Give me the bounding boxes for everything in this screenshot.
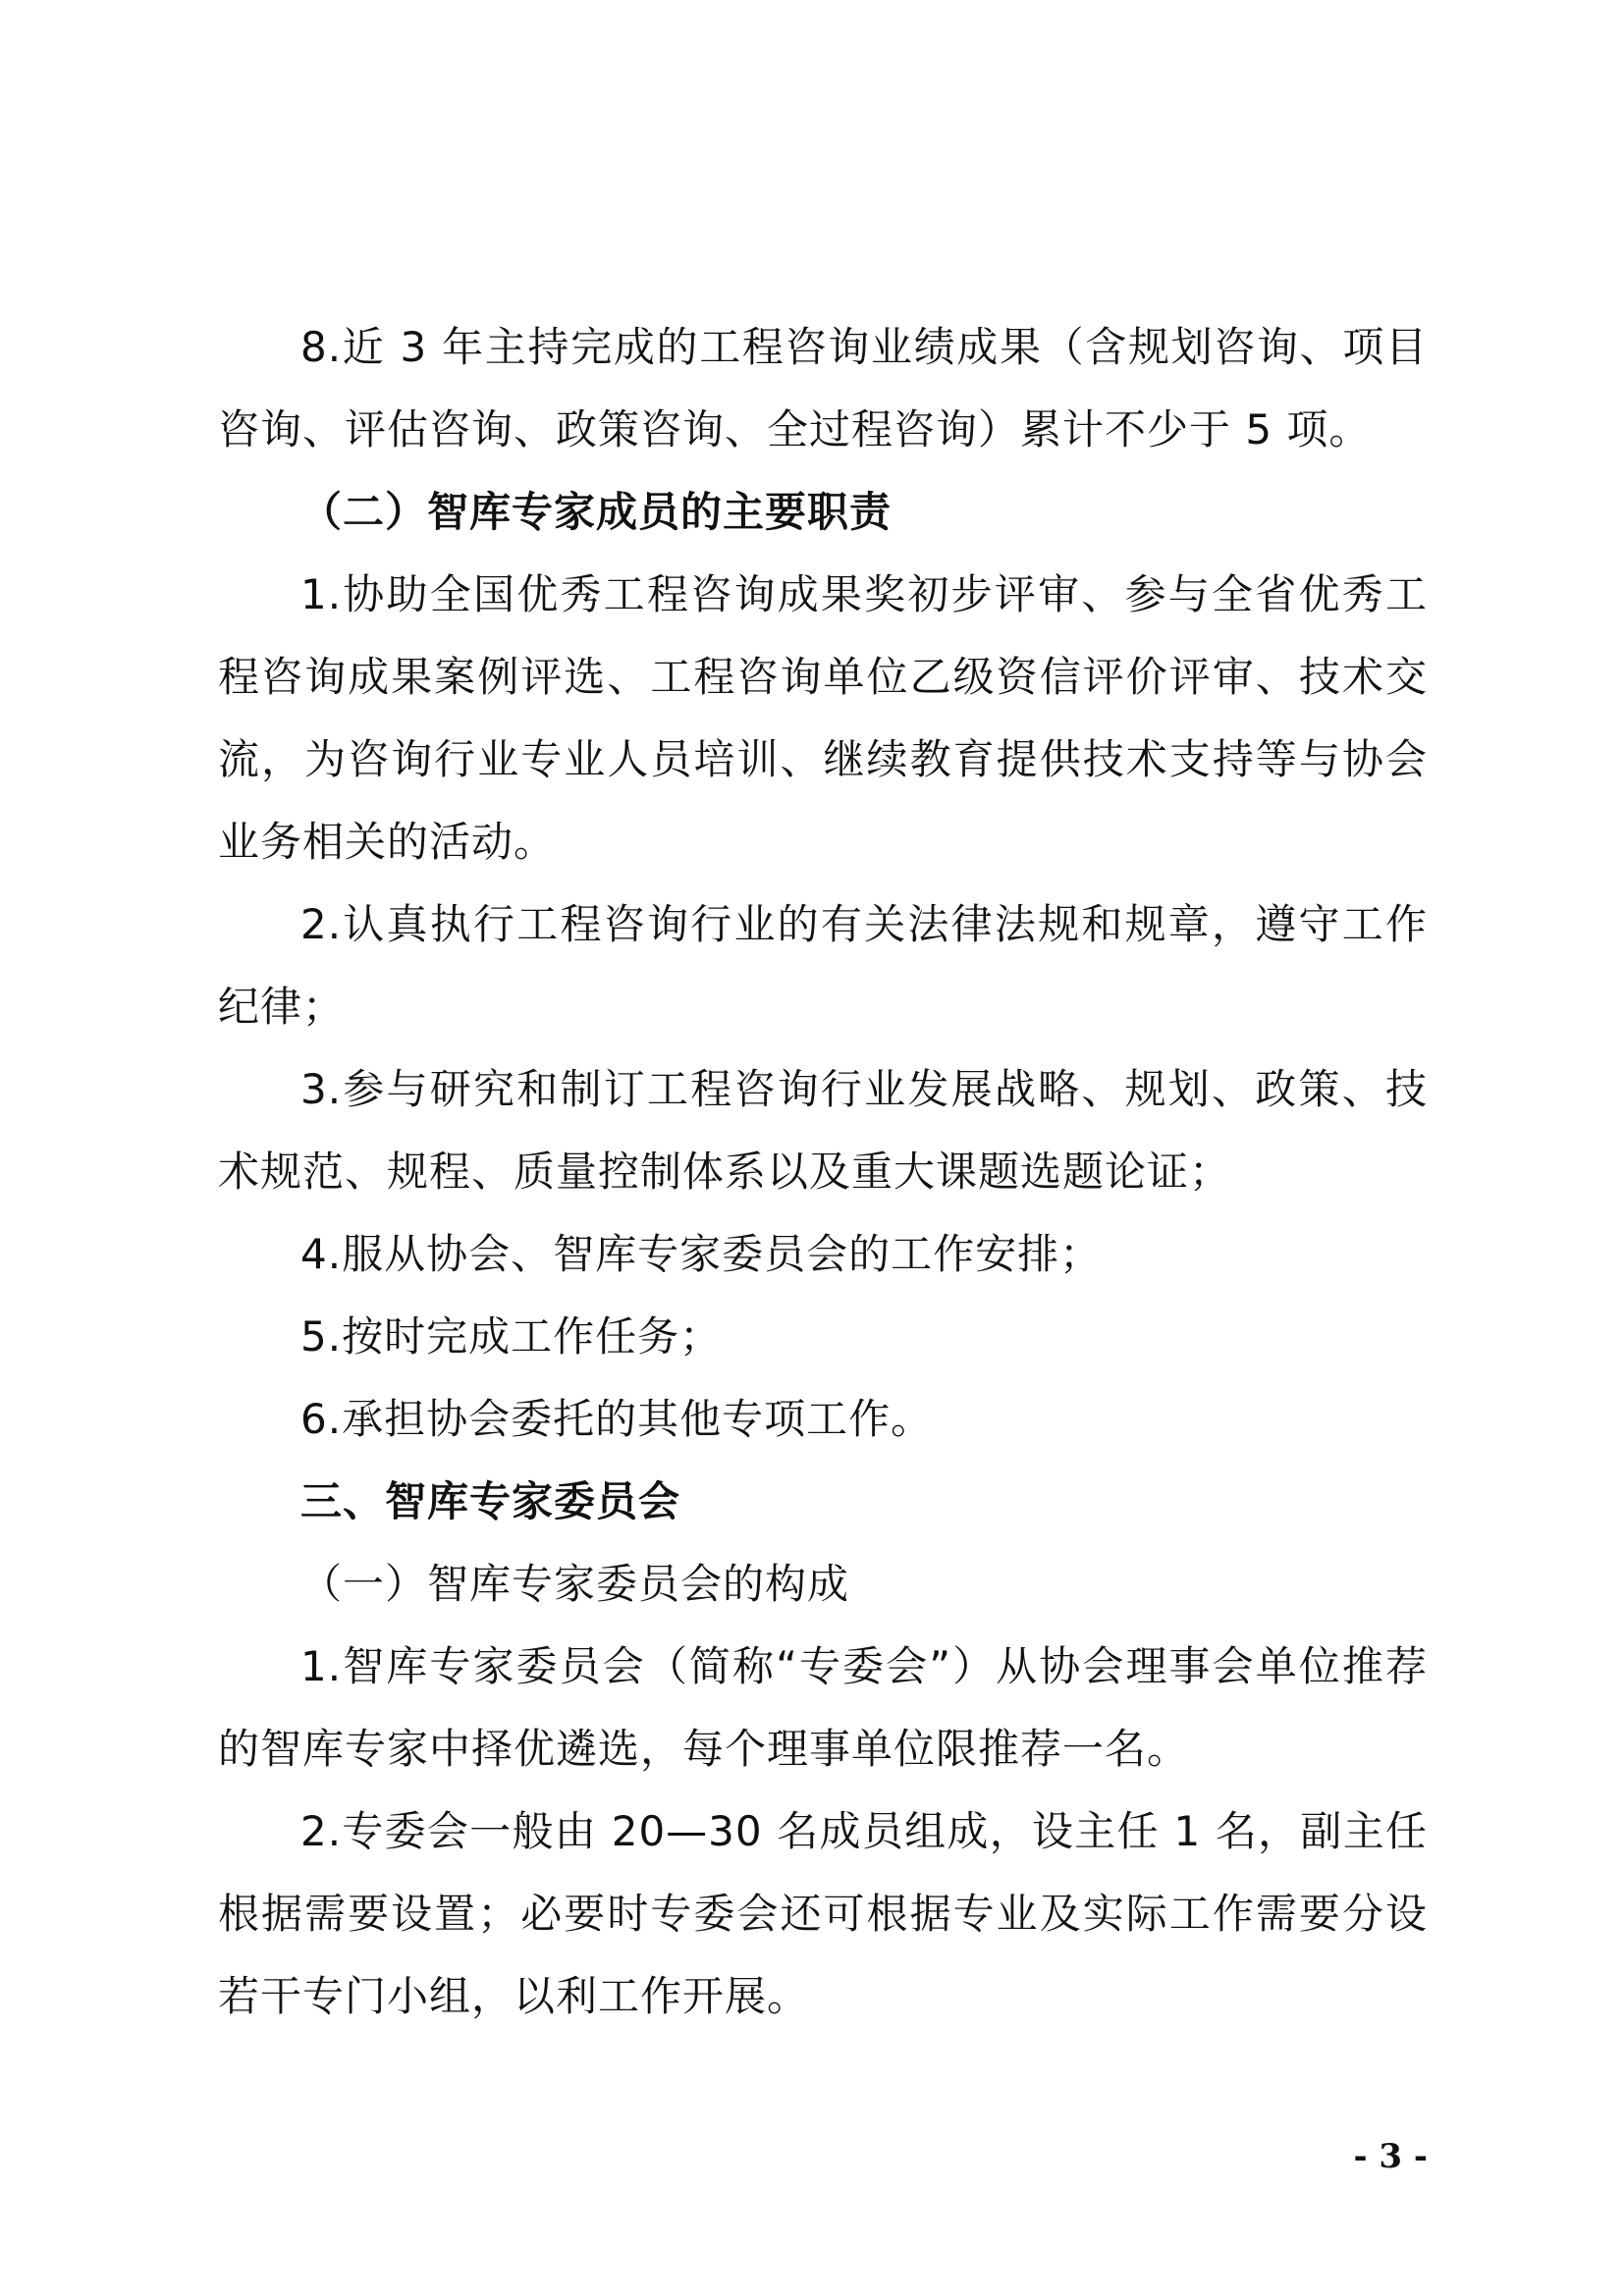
paragraph-requirement-8: 8.近 3 年主持完成的工程咨询业绩成果（含规划咨询、项目咨询、评估咨询、政策咨询、全过程咨询）累计不少于 5 项。 — [218, 323, 1428, 454]
paragraph-composition-1: 1.智库专家委员会（简称“专委会”）从协会理事会单位推荐的智库专家中择优遴选，每个理事单位限推荐一名。 — [218, 1642, 1428, 1773]
subheading-duties: （二）智库专家成员的主要职责 — [300, 488, 893, 536]
paragraph-duty-4: 4.服从协会、智库专家委员会的工作安排； — [300, 1230, 1103, 1278]
paragraph-duty-2: 2.认真执行工程咨询行业的有关法律法规和规章，遵守工作纪律； — [218, 900, 1428, 1031]
section-heading-committee: 三、智库专家委员会 — [300, 1477, 681, 1525]
page-number: - 3 - — [1353, 2137, 1428, 2176]
subheading-committee-composition: （一）智库专家委员会的构成 — [300, 1560, 850, 1608]
paragraph-duty-1: 1.协助全国优秀工程咨询成果奖初步评审、参与全省优秀工程咨询成果案例评选、工程咨询单位乙级资信评价评审、技术交流，为咨询行业专业人员培训、继续教育提供技术支持等与协会业务相关的活动。 — [218, 570, 1428, 866]
paragraph-duty-5: 5.按时完成工作任务； — [300, 1312, 723, 1361]
paragraph-duty-6: 6.承担协会委托的其他专项工作。 — [300, 1395, 934, 1443]
paragraph-composition-2: 2.专委会一般由 20—30 名成员组成，设主任 1 名，副主任根据需要设置；必要时专委会还可根据专业及实际工作需要分设若干专门小组，以利工作开展。 — [218, 1807, 1428, 2020]
paragraph-duty-3: 3.参与研究和制订工程咨询行业发展战略、规划、政策、技术规范、规程、质量控制体系以及重大课题选题论证； — [218, 1065, 1428, 1196]
document-body — [218, 306, 1428, 2038]
